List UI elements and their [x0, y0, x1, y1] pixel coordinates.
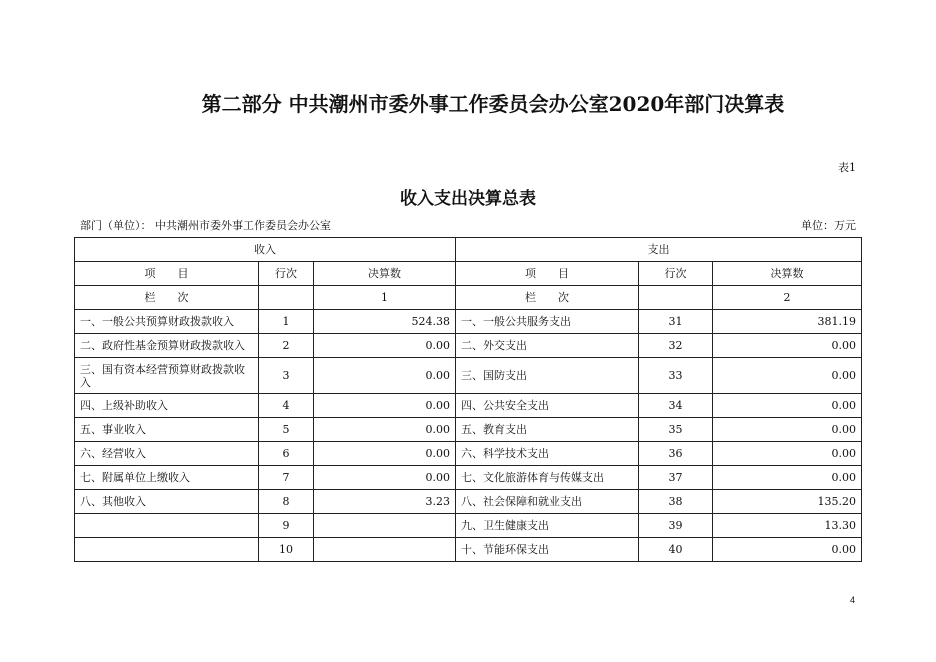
cell-in-item — [75, 514, 259, 538]
item-header: 项 目 — [75, 262, 259, 286]
cell-ex-amt: 0.00 — [713, 442, 862, 466]
cell-ex-no: 40 — [639, 538, 713, 562]
table-row — [75, 334, 862, 358]
cell-ex-item: 十、节能环保支出 — [456, 538, 639, 562]
cell-in-item: 六、经营收入 — [75, 442, 259, 466]
table-row — [75, 466, 862, 490]
cell-in-amt: 0.00 — [314, 334, 456, 358]
cell-ex-no: 31 — [639, 310, 713, 334]
department-label: 部门（单位）： 中共潮州市委外事工作委员会办公室 — [80, 219, 331, 232]
amount-header: 决算数 — [713, 262, 862, 286]
cell-ex-item: 一、一般公共服务支出 — [456, 310, 639, 334]
cell-ex-item: 八、社会保障和就业支出 — [456, 490, 639, 514]
cell-ex-item: 九、卫生健康支出 — [456, 514, 639, 538]
cell-ex-amt: 0.00 — [713, 418, 862, 442]
cell-in-no: 3 — [259, 358, 314, 394]
cell-in-item: 五、事业收入 — [75, 418, 259, 442]
cell-in-amt: 0.00 — [314, 442, 456, 466]
unit-label: 单位：万元 — [801, 219, 856, 232]
cell-ex-amt: 0.00 — [713, 394, 862, 418]
cell-in-amt: 0.00 — [314, 418, 456, 442]
row-no-header: 行次 — [639, 262, 713, 286]
table-row — [75, 490, 862, 514]
cell-in-no: 9 — [259, 514, 314, 538]
cell-in-no: 1 — [259, 310, 314, 334]
item-header: 项 目 — [456, 262, 639, 286]
cell-in-no: 5 — [259, 418, 314, 442]
cell-ex-item: 六、科学技术支出 — [456, 442, 639, 466]
cell-in-item: 二、政府性基金预算财政拨款收入 — [75, 334, 259, 358]
column-label: 栏 次 — [456, 286, 639, 310]
budget-table — [74, 237, 862, 562]
cell-ex-no: 37 — [639, 466, 713, 490]
cell-in-no: 10 — [259, 538, 314, 562]
cell-in-no: 2 — [259, 334, 314, 358]
cell-ex-no: 34 — [639, 394, 713, 418]
expense-header: 支出 — [456, 238, 862, 262]
amount-header: 决算数 — [314, 262, 456, 286]
column-number: 1 — [314, 286, 456, 310]
income-header: 收入 — [75, 238, 456, 262]
cell-ex-item: 四、公共安全支出 — [456, 394, 639, 418]
cell-ex-no: 35 — [639, 418, 713, 442]
cell-in-amt: 0.00 — [314, 358, 456, 394]
cell-in-amt: 0.00 — [314, 394, 456, 418]
cell-ex-no: 39 — [639, 514, 713, 538]
cell-in-amt: 3.23 — [314, 490, 456, 514]
column-number: 2 — [713, 286, 862, 310]
cell-ex-amt: 13.30 — [713, 514, 862, 538]
cell-in-amt: 524.38 — [314, 310, 456, 334]
table-row — [75, 394, 862, 418]
table-title: 收入支出决算总表 — [400, 189, 536, 209]
cell-in-amt: 0.00 — [314, 466, 456, 490]
table-row — [75, 418, 862, 442]
page-number: 4 — [850, 595, 856, 605]
cell-ex-amt: 0.00 — [713, 466, 862, 490]
cell-ex-no: 32 — [639, 334, 713, 358]
cell-in-no: 4 — [259, 394, 314, 418]
table-row — [75, 442, 862, 466]
cell-in-item: 三、国有资本经营预算财政拨款收入 — [75, 358, 259, 394]
table-row — [75, 310, 862, 334]
page-title: 第二部分 中共潮州市委外事工作委员会办公室2020年部门决算表 — [201, 92, 785, 116]
cell-ex-amt: 0.00 — [713, 334, 862, 358]
cell-ex-amt: 381.19 — [713, 310, 862, 334]
cell-ex-item: 三、国防支出 — [456, 358, 639, 394]
cell-ex-amt: 135.20 — [713, 490, 862, 514]
cell-in-item: 七、附属单位上缴收入 — [75, 466, 259, 490]
cell-in-amt — [314, 538, 456, 562]
table-number: 表1 — [838, 161, 856, 174]
cell-in-item — [75, 538, 259, 562]
table-row — [75, 514, 862, 538]
cell-in-item: 一、一般公共预算财政拨款收入 — [75, 310, 259, 334]
cell-in-no: 7 — [259, 466, 314, 490]
cell-ex-item: 五、教育支出 — [456, 418, 639, 442]
cell-in-no: 8 — [259, 490, 314, 514]
cell-ex-no: 33 — [639, 358, 713, 394]
cell-ex-amt: 0.00 — [713, 538, 862, 562]
row-no-header: 行次 — [259, 262, 314, 286]
cell-in-no: 6 — [259, 442, 314, 466]
cell-in-item: 八、其他收入 — [75, 490, 259, 514]
cell-ex-no: 38 — [639, 490, 713, 514]
cell-ex-amt: 0.00 — [713, 358, 862, 394]
column-label: 栏 次 — [75, 286, 259, 310]
cell-in-item: 四、上级补助收入 — [75, 394, 259, 418]
table-row — [75, 538, 862, 562]
table-row — [75, 358, 862, 394]
cell-ex-no: 36 — [639, 442, 713, 466]
cell-ex-item: 七、文化旅游体育与传媒支出 — [456, 466, 639, 490]
cell-in-amt — [314, 514, 456, 538]
cell-ex-item: 二、外交支出 — [456, 334, 639, 358]
